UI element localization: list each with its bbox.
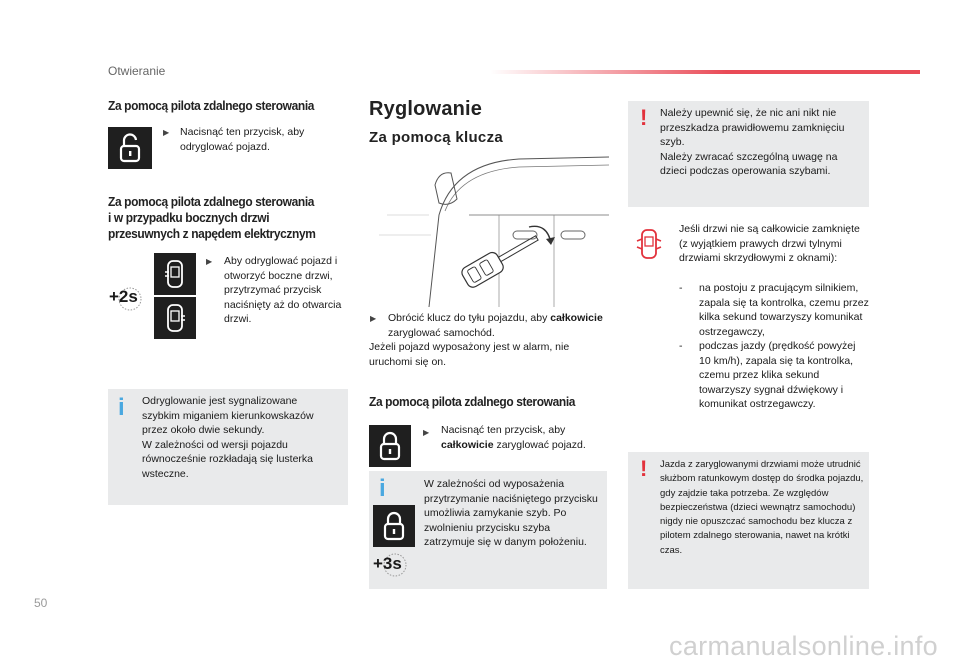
sliding-door-right-button-pictogram (154, 297, 196, 339)
bullet-marker: ▶ (370, 314, 377, 323)
doors-intro: Jeśli drzwi nie są całkowicie zamknięte (z wyjątkiem prawych drzwi tylnymi drzwiami skrzydłowymi z oknami): (679, 223, 860, 264)
door-open-warning-light (634, 228, 664, 260)
heading-remote-lock: Za pomocą pilota zdalnego sterowania (369, 394, 576, 409)
unlock-button-pictogram (108, 127, 152, 169)
warning-panel-windows: ! Należy upewnić się, że nic ani nikt nie przeszkadza prawidłowemu zamknięciu szyb. Należy zwracać szczególną uwagę na dzieci podczas operowania szybami. (628, 101, 869, 207)
car-door-key-icon (369, 155, 609, 307)
heading-remote-unlock: Za pomocą pilota zdalnego sterowania (108, 98, 315, 113)
van-sliding-door-icon (163, 259, 187, 289)
unlock-padlock-icon (117, 133, 143, 163)
hold-2s-badge: +2s (108, 284, 148, 312)
lock-button-pictogram (373, 505, 415, 547)
lock-padlock-icon (378, 431, 402, 461)
bullet-marker: ▶ (206, 257, 213, 266)
info-icon: i (118, 394, 125, 421)
remote-lock-instruction: Nacisnąć ten przycisk, aby całkowicie zaryglować pojazd. (441, 424, 586, 451)
header-accent-line (490, 70, 920, 74)
warning-panel-locked-driving: ! Jazda z zaryglowanymi drzwiami może utrudnić służbom ratunkowym dostęp do środka pojazdu, gdy zajdzie taka potrzeba. Ze względów bezpieczeństwa (dzieci wewnątrz samochodu) nigdy nie opuszczać samochodu bez klucza z pilotem zdalnego sterowania, nawet na krótki czas. (628, 452, 869, 589)
heading-remote-sliding-doors: Za pomocą pilota zdalnego sterowania i w przypadku bocznych drzwi przesuwnych z napędem elektrycznym (108, 194, 316, 241)
key-lock-instruction: Obrócić klucz do tyłu pojazdu, aby całkowicie zaryglować samochód. (388, 312, 603, 339)
info-icon: i (379, 475, 386, 502)
alarm-note: Jeżeli pojazd wyposażony jest w alarm, nie uruchomi się on. (369, 341, 570, 368)
sliding-door-left-button-pictogram (154, 253, 196, 295)
subtitle-with-key: Za pomocą klucza (369, 129, 504, 146)
unlock-instruction: Nacisnąć ten przycisk, aby odryglować pojazd. (180, 126, 305, 153)
van-sliding-door-icon (163, 303, 187, 333)
bullet-marker: ▶ (423, 428, 430, 437)
hold-3s-badge: +3s (371, 551, 415, 579)
door-open-icon (634, 228, 664, 260)
page-title: Ryglowanie (369, 98, 483, 120)
list-item: - na postoju z pracującym silnikiem, zapala się ta kontrolka, czemu przez kilka sekund towarzyszy komunikat ostrzegawczy, (679, 282, 869, 338)
watermark: carmanualsonline.info (669, 631, 938, 661)
key-in-door-illustration (369, 155, 609, 307)
list-item: - podczas jazdy (prędkość powyżej 10 km/h), zapala się ta kontrolka, czemu przez klika sekund towarzyszy sygnał dźwiękowy i komunikat ostrzegawczy. (679, 340, 856, 410)
lock-padlock-icon (382, 511, 406, 541)
warning-icon: ! (640, 105, 648, 130)
info-panel-unlock: i Odryglowanie jest sygnalizowane szybkim miganiem kierunkowskazów przez około dwie sekundy. W zależności od wersji pojazdu równocześnie rozkładają się lusterka wsteczne. (108, 389, 348, 505)
bullet-marker: ▶ (163, 128, 170, 137)
section-title: Otwieranie (108, 64, 166, 78)
info-panel-windows: i +3s W zależności od wyposażenia przytrzymanie naciśniętego przycisku umożliwia zamykanie szyb. Po zwolnieniu przycisku szyba zatrzymuje się w danym położeniu. (369, 471, 607, 589)
lock-button-pictogram (369, 425, 411, 467)
warning-icon: ! (640, 456, 648, 481)
doors-warning-list (679, 281, 869, 412)
sliding-door-instruction: Aby odryglować pojazd i otworzyć boczne drzwi, przytrzymać przycisk naciśnięty aż do otwarcia drzwi. (224, 255, 342, 325)
page-number: 50 (34, 596, 48, 610)
